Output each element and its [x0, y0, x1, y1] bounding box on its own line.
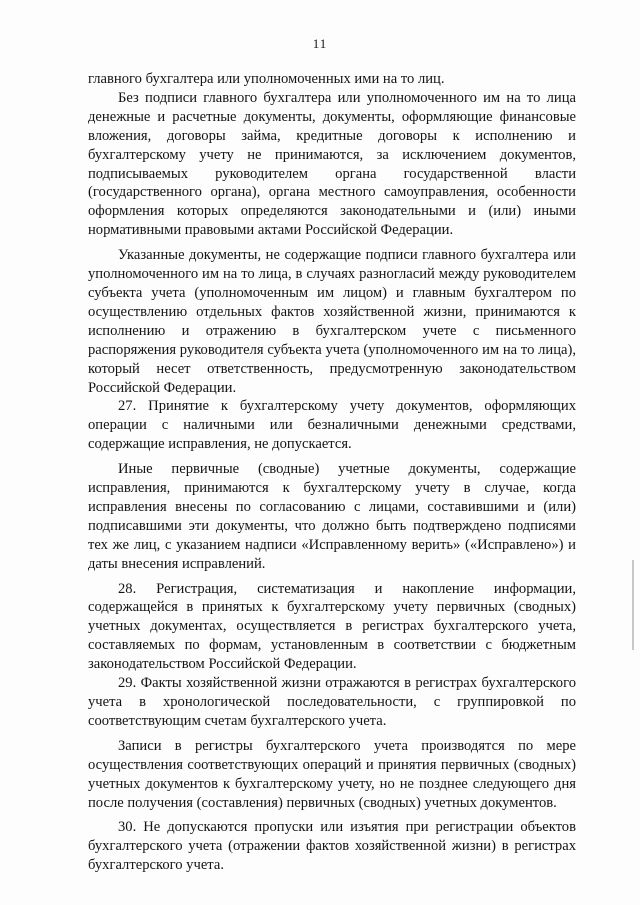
paragraph-item-29: 29. Факты хозяйственной жизни отражаются в регистрах бухгалтерского учета в хронологической последовательности, с группировкой по соответствующим счетам бухгалтерского учета. — [88, 675, 576, 729]
paragraph-item-27: 27. Принятие к бухгалтерскому учету документов, оформляющих операции с наличными или безналичными денежными средствами, содержащие исправления, не допускается. — [88, 398, 576, 453]
page-number: 11 — [312, 36, 328, 51]
paragraph-corrections: Иные первичные (сводные) учетные документы, содержащие исправления, принимаются к бухгалтерскому учету в случае, когда исправления внесены по согласованию с лицами, составившими и (или) подписавшими эти документы, что должно быть подтверждено подписями тех же лиц, с указанием надписи «Исправленному верить» («Исправлено») и даты внесения исправлений. — [88, 461, 576, 572]
paragraph-register-entries: Записи в регистры бухгалтерского учета производятся по мере осуществления соответствующих операций и принятия первичных (сводных) учетных документов к бухгалтерскому учету, но не позднее следующего дня после получения (составления) первичных (сводных) учетных документов. — [88, 737, 576, 811]
paragraph-signature-requirement: Без подписи главного бухгалтера или уполномоченного им на то лица денежные и расчетные документы, документы, оформляющие финансовые вложения, договоры займа, кредитные договоры к исполнению и бухгалтерскому учету не принимаются, за исключением документов, подписываемых руководителем органа государственной власти (государственного органа), органа местного самоуправления, особенности оформления которых определяются законодательными и (или) иными нормативными правовыми актами Российской Федерации. — [88, 89, 576, 239]
paragraph-item-28: 28. Регистрация, систематизация и накопление информации, содержащейся в принятых к бухгалтерскому учету первичных (сводных) учетных документах, осуществляется в регистрах бухгалтерского учета, составляемых по формам, установленным в соответствии с бюджетным законодательством Российской Федерации. — [88, 580, 576, 673]
scan-edge-mark — [632, 560, 634, 650]
paragraph-unsigned-documents: Указанные документы, не содержащие подписи главного бухгалтера или уполномоченного им на то лица, в случаях разногласий между руководителем субъекта учета (уполномоченным им лицом) и главным бухгалтером по осуществлению отдельных фактов хозяйственной жизни, принимаются к исполнению и отражению в бухгалтерском учете с письменного распоряжения руководителя субъекта учета (уполномоченного им на то лица), который несет ответственность, предусмотренную законодательством Российской Федерации. — [88, 247, 576, 396]
paragraph-continuation: главного бухгалтера или уполномоченных ими на то лиц. — [88, 71, 445, 87]
paragraph-item-30: 30. Не допускаются пропуски или изъятия при регистрации объектов бухгалтерского учета (отражении фактов хозяйственной жизни) в регистрах бухгалтерского учета. — [88, 819, 576, 874]
document-body — [88, 70, 576, 875]
